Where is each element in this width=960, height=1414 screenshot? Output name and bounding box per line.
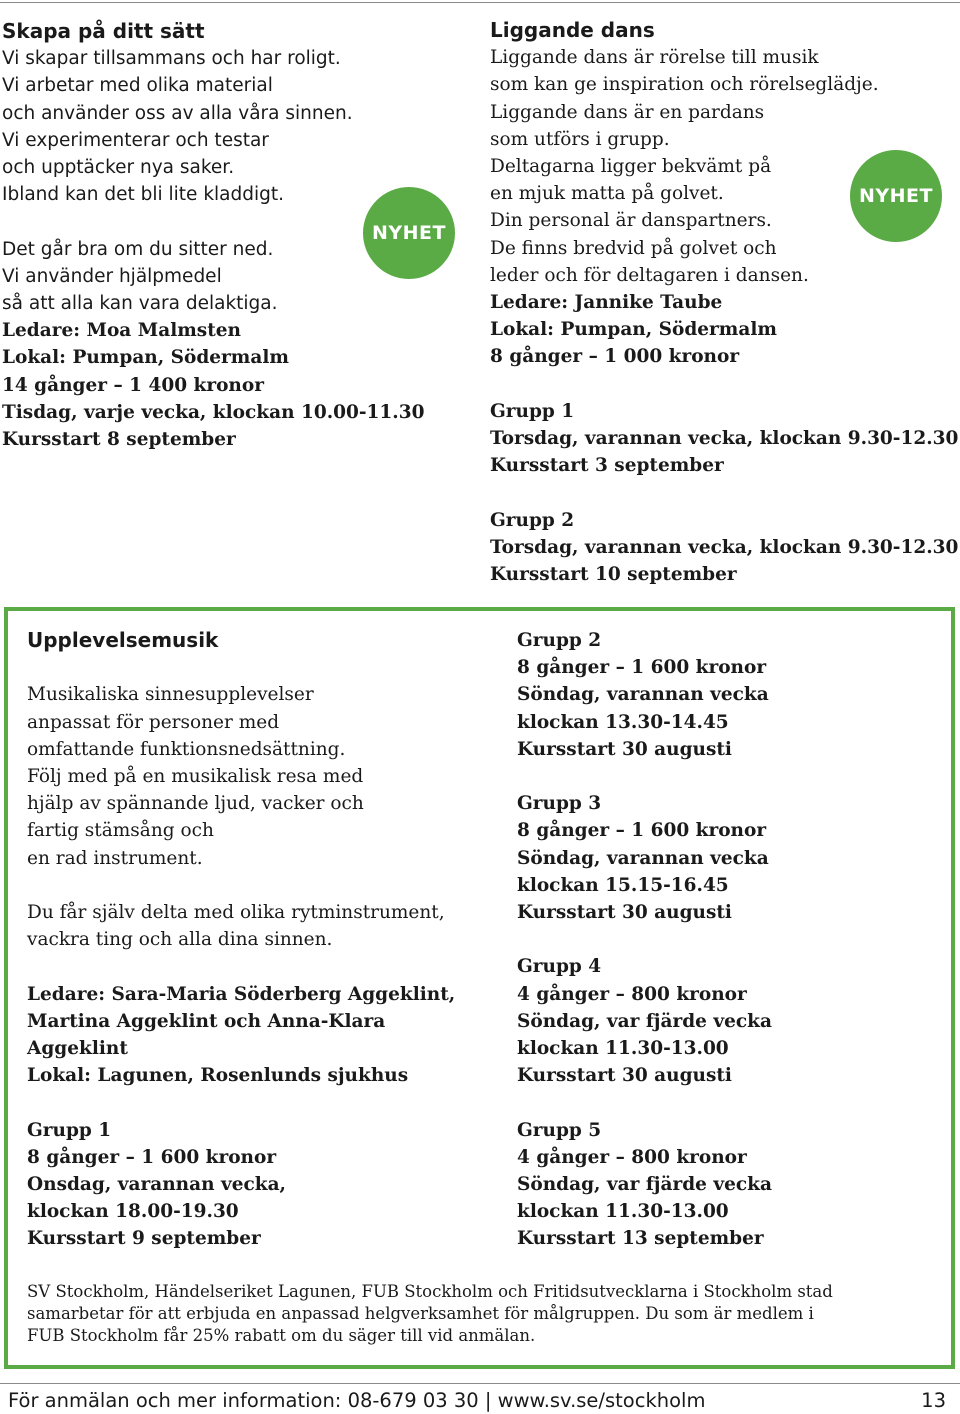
body-line: Deltagarna ligger bekvämt på: [490, 156, 772, 178]
group-heading: Grupp 1: [27, 1119, 112, 1141]
section-title: Upplevelsemusik: [27, 628, 219, 652]
body-line: som utförs i grupp.: [490, 128, 670, 150]
top-rule: [0, 2, 960, 3]
price-line: 8 gånger – 1 600 kronor: [27, 1146, 277, 1168]
body-line: en mjuk matta på golvet.: [490, 183, 724, 205]
price-line: 4 gånger – 800 kronor: [517, 1146, 747, 1168]
start-line: Kursstart 30 augusti: [517, 738, 732, 760]
footer: [8, 1388, 946, 1414]
price-line: 8 gånger – 1 000 kronor: [490, 346, 740, 368]
section-skapa: [2, 18, 425, 453]
schedule-line: Torsdag, varannan vecka, klockan 9.30-12.30: [490, 428, 959, 450]
section-liggande-dans: [490, 17, 958, 588]
price-line: 4 gånger – 800 kronor: [517, 983, 747, 1005]
partnership-note: [27, 1281, 833, 1347]
footer-rule: [0, 1383, 960, 1384]
body-line: Du får själv delta med olika rytminstrument,: [27, 902, 445, 923]
schedule-line: Torsdag, varannan vecka, klockan 9.30-12.30: [490, 536, 959, 558]
section-title: Liggande dans: [490, 18, 655, 42]
body-line: anpassat för personer med: [27, 711, 280, 733]
upplevelsemusik-groups: [517, 627, 772, 1253]
venue-line: Lokal: Pumpan, Södermalm: [2, 347, 289, 369]
body-line: så att alla kan vara delaktiga.: [2, 293, 278, 315]
start-line: Kursstart 13 september: [517, 1228, 764, 1250]
schedule-line: Söndag, var fjärde vecka: [517, 1174, 772, 1196]
note-line: SV Stockholm, Händelseriket Lagunen, FUB Stockholm och Fritidsutvecklarna i Stockholm stad: [27, 1282, 833, 1301]
body-line: vackra ting och alla dina sinnen.: [27, 929, 333, 951]
leader-line: Aggeklint: [27, 1038, 128, 1059]
leader-line: Ledare: Jannike Taube: [490, 292, 723, 314]
start-line: Kursstart 30 augusti: [517, 902, 732, 924]
body-line: De finns bredvid på golvet och: [490, 237, 777, 259]
body-line: Liggande dans är en pardans: [490, 101, 765, 123]
section-title: Skapa på ditt sätt: [2, 19, 205, 43]
price-line: 8 gånger – 1 600 kronor: [517, 820, 767, 842]
venue-line: Lokal: Pumpan, Södermalm: [490, 319, 777, 341]
body-line: Vi använder hjälpmedel: [2, 265, 222, 287]
schedule-line: Söndag, varannan vecka: [517, 684, 769, 706]
venue-line: Lokal: Lagunen, Rosenlunds sjukhus: [27, 1065, 409, 1087]
body-line: Liggande dans är rörelse till musik: [490, 47, 819, 69]
body-line: hjälp av spännande ljud, vacker och: [27, 793, 364, 815]
body-line: en rad instrument.: [27, 847, 203, 869]
body-line: och använder oss av alla våra sinnen.: [2, 102, 353, 124]
body-line: som kan ge inspiration och rörelseglädje.: [490, 74, 879, 96]
note-line: FUB Stockholm får 25% rabatt om du säger till vid anmälan.: [27, 1326, 536, 1345]
section-upplevelsemusik: [27, 627, 455, 1253]
leader-line: Ledare: Sara-Maria Söderberg Aggeklint,: [27, 983, 456, 1005]
start-line: Kursstart 30 augusti: [517, 1065, 732, 1087]
time-line: klockan 13.30-14.45: [517, 711, 729, 733]
time-line: klockan 15.15-16.45: [517, 874, 729, 896]
leader-line: Ledare: Moa Malmsten: [2, 320, 241, 342]
group-heading: Grupp 2: [517, 630, 602, 651]
leader-line: Martina Aggeklint och Anna-Klara: [27, 1010, 386, 1032]
body-line: leder och för deltagaren i dansen.: [490, 264, 809, 286]
note-line: samarbetar för att erbjuda en anpassad helgverksamhet för målgruppen. Du som är medlem i: [27, 1304, 814, 1323]
nyhet-badge: NYHET: [850, 150, 942, 242]
time-line: klockan 11.30-13.00: [517, 1038, 729, 1060]
body-line: och upptäcker nya saker.: [2, 157, 235, 179]
body-line: Vi arbetar med olika material: [2, 75, 273, 97]
group-heading: Grupp 3: [517, 793, 602, 815]
price-line: 8 gånger – 1 600 kronor: [517, 657, 767, 679]
body-line: omfattande funktionsnedsättning.: [27, 738, 346, 760]
group-heading: Grupp 5: [517, 1119, 602, 1141]
group-heading: Grupp 4: [517, 956, 602, 978]
body-line: fartig stämsång och: [27, 820, 214, 842]
start-line: Kursstart 10 september: [490, 564, 737, 586]
footer-contact-info: För anmälan och mer information: 08-679 03 30 | www.sv.se/stockholm: [8, 1389, 706, 1412]
body-line: Vi skapar tillsammans och har roligt.: [2, 48, 341, 70]
start-line: Kursstart 3 september: [490, 455, 724, 477]
schedule-line: Söndag, varannan vecka: [517, 847, 769, 869]
body-line: Det går bra om du sitter ned.: [2, 238, 274, 260]
price-line: 14 gånger – 1 400 kronor: [2, 374, 264, 396]
schedule-line: Tisdag, varje vecka, klockan 10.00-11.30: [2, 401, 425, 423]
start-line: Kursstart 8 september: [2, 429, 236, 451]
time-line: klockan 18.00-19.30: [27, 1201, 239, 1223]
time-line: klockan 11.30-13.00: [517, 1201, 729, 1223]
page-number: 13: [921, 1389, 946, 1412]
group-heading: Grupp 1: [490, 400, 575, 422]
body-line: Ibland kan det bli lite kladdigt.: [2, 184, 285, 206]
body-line: Vi experimenterar och testar: [2, 129, 269, 151]
schedule-line: Söndag, var fjärde vecka: [517, 1010, 772, 1032]
body-line: Din personal är danspartners.: [490, 210, 772, 232]
body-line: Musikaliska sinnesupplevelser: [27, 684, 314, 706]
schedule-line: Onsdag, varannan vecka,: [27, 1174, 286, 1195]
body-line: Följ med på en musikalisk resa med: [27, 766, 364, 787]
nyhet-badge: NYHET: [363, 187, 455, 279]
start-line: Kursstart 9 september: [27, 1228, 261, 1250]
group-heading: Grupp 2: [490, 509, 575, 531]
